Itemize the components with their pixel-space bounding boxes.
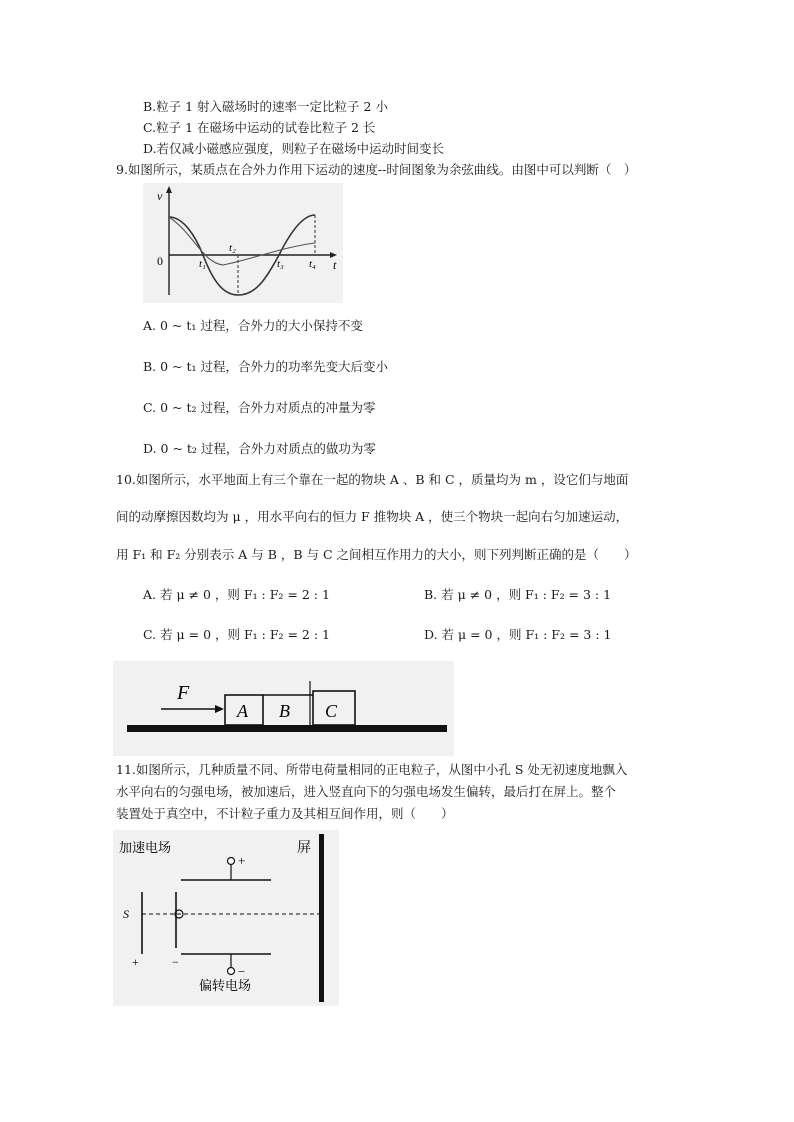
q9-option-d: D. 0 ~ t₂ 过程，合外力对质点的做功为零: [143, 441, 376, 456]
auxiliary-curve: [169, 217, 315, 265]
accel-minus-sign: −: [172, 955, 179, 969]
top-terminal: [228, 858, 235, 865]
q11-stem-line3: 装置处于真空中，不计粒子重力及其相互间作用，则（ ）: [116, 806, 454, 821]
q11-stem-line2: 水平向右的匀强电场，被加速后，进入竖直向下的匀强电场发生偏转，最后打在屏上。整个: [116, 784, 617, 799]
top-terminal-plus: +: [238, 853, 246, 868]
q8-option-d: D.若仅减小磁感应强度，则粒子在磁场中运动时间变长: [143, 141, 445, 156]
q9-option-a: A. 0 ~ t₁ 过程，合外力的大小保持不变: [143, 318, 363, 333]
q9-stem: 9.如图所示，某质点在合外力作用下运动的速度--时间图象为余弦曲线。由图中可以判断（ ）: [116, 162, 637, 177]
accel-plus-sign: +: [132, 955, 139, 969]
force-arrow-head: [215, 705, 224, 713]
q8-option-b: B.粒子 1 射入磁场时的速率一定比粒子 2 小: [143, 99, 388, 114]
q11-figure: [113, 830, 339, 1006]
v-axis-label: v: [157, 189, 163, 203]
q10-option-a: A. 若 μ ≠ 0 ，则 F₁ : F₂ = 2 : 1: [143, 587, 330, 602]
q10-figure: [113, 661, 454, 756]
q9-option-c: C. 0 ~ t₂ 过程，合外力对质点的冲量为零: [143, 400, 376, 415]
block-c-label: C: [325, 701, 338, 721]
q9-option-b: B. 0 ~ t₁ 过程，合外力的功率先变大后变小: [143, 359, 389, 374]
q10-stem-line1: 10.如图所示，水平地面上有三个靠在一起的物块 A 、B 和 C ，质量均为 m ，设它们与地面: [116, 472, 629, 487]
deflect-field-label: 偏转电场: [199, 978, 252, 993]
t1-label: t₁: [199, 258, 206, 270]
v-axis-arrow: [166, 186, 172, 193]
t-axis-label: t: [333, 258, 337, 272]
blocks-diagram: [113, 661, 454, 756]
screen: [319, 834, 324, 1002]
accel-field-label: 加速电场: [119, 840, 172, 855]
q8-option-c: C.粒子 1 在磁场中运动的试卷比粒子 2 长: [143, 120, 376, 135]
q11-stem-line1: 11.如图所示，几种质量不同、所带电荷量相同的正电粒子，从图中小孔 S 处无初速度地飘入: [116, 762, 628, 777]
block-a-label: A: [237, 701, 248, 721]
bottom-terminal-minus: −: [238, 964, 246, 979]
force-label: F: [177, 682, 190, 704]
bottom-terminal: [228, 968, 235, 975]
t3-label: t₃: [277, 258, 284, 270]
electric-field-diagram: [113, 830, 339, 1006]
screen-label: 屏: [297, 841, 311, 856]
q10-stem-line3: 用 F₁ 和 F₂ 分别表示 A 与 B ，B 与 C 之间相互作用力的大小，则下列判断正确的是（ ）: [116, 547, 637, 562]
block-b-label: B: [279, 701, 290, 721]
t2-label: t₂: [229, 242, 236, 254]
q10-option-c: C. 若 μ = 0 ，则 F₁ : F₂ = 2 : 1: [143, 627, 330, 642]
origin-label: 0: [157, 254, 163, 268]
hole-s-label: S: [123, 907, 129, 921]
ground: [127, 725, 447, 732]
q10-option-d: D. 若 μ = 0 ，则 F₁ : F₂ = 3 : 1: [424, 627, 612, 642]
q9-figure: [143, 183, 343, 303]
q10-option-b: B. 若 μ ≠ 0 ，则 F₁ : F₂ = 3 : 1: [424, 587, 612, 602]
t4-label: t₄: [309, 258, 316, 270]
velocity-time-graph: [143, 183, 343, 303]
q10-stem-line2: 间的动摩擦因数均为 μ ，用水平向右的恒力 F 推物块 A ，使三个物块一起向右匀加速运动，: [116, 509, 629, 524]
